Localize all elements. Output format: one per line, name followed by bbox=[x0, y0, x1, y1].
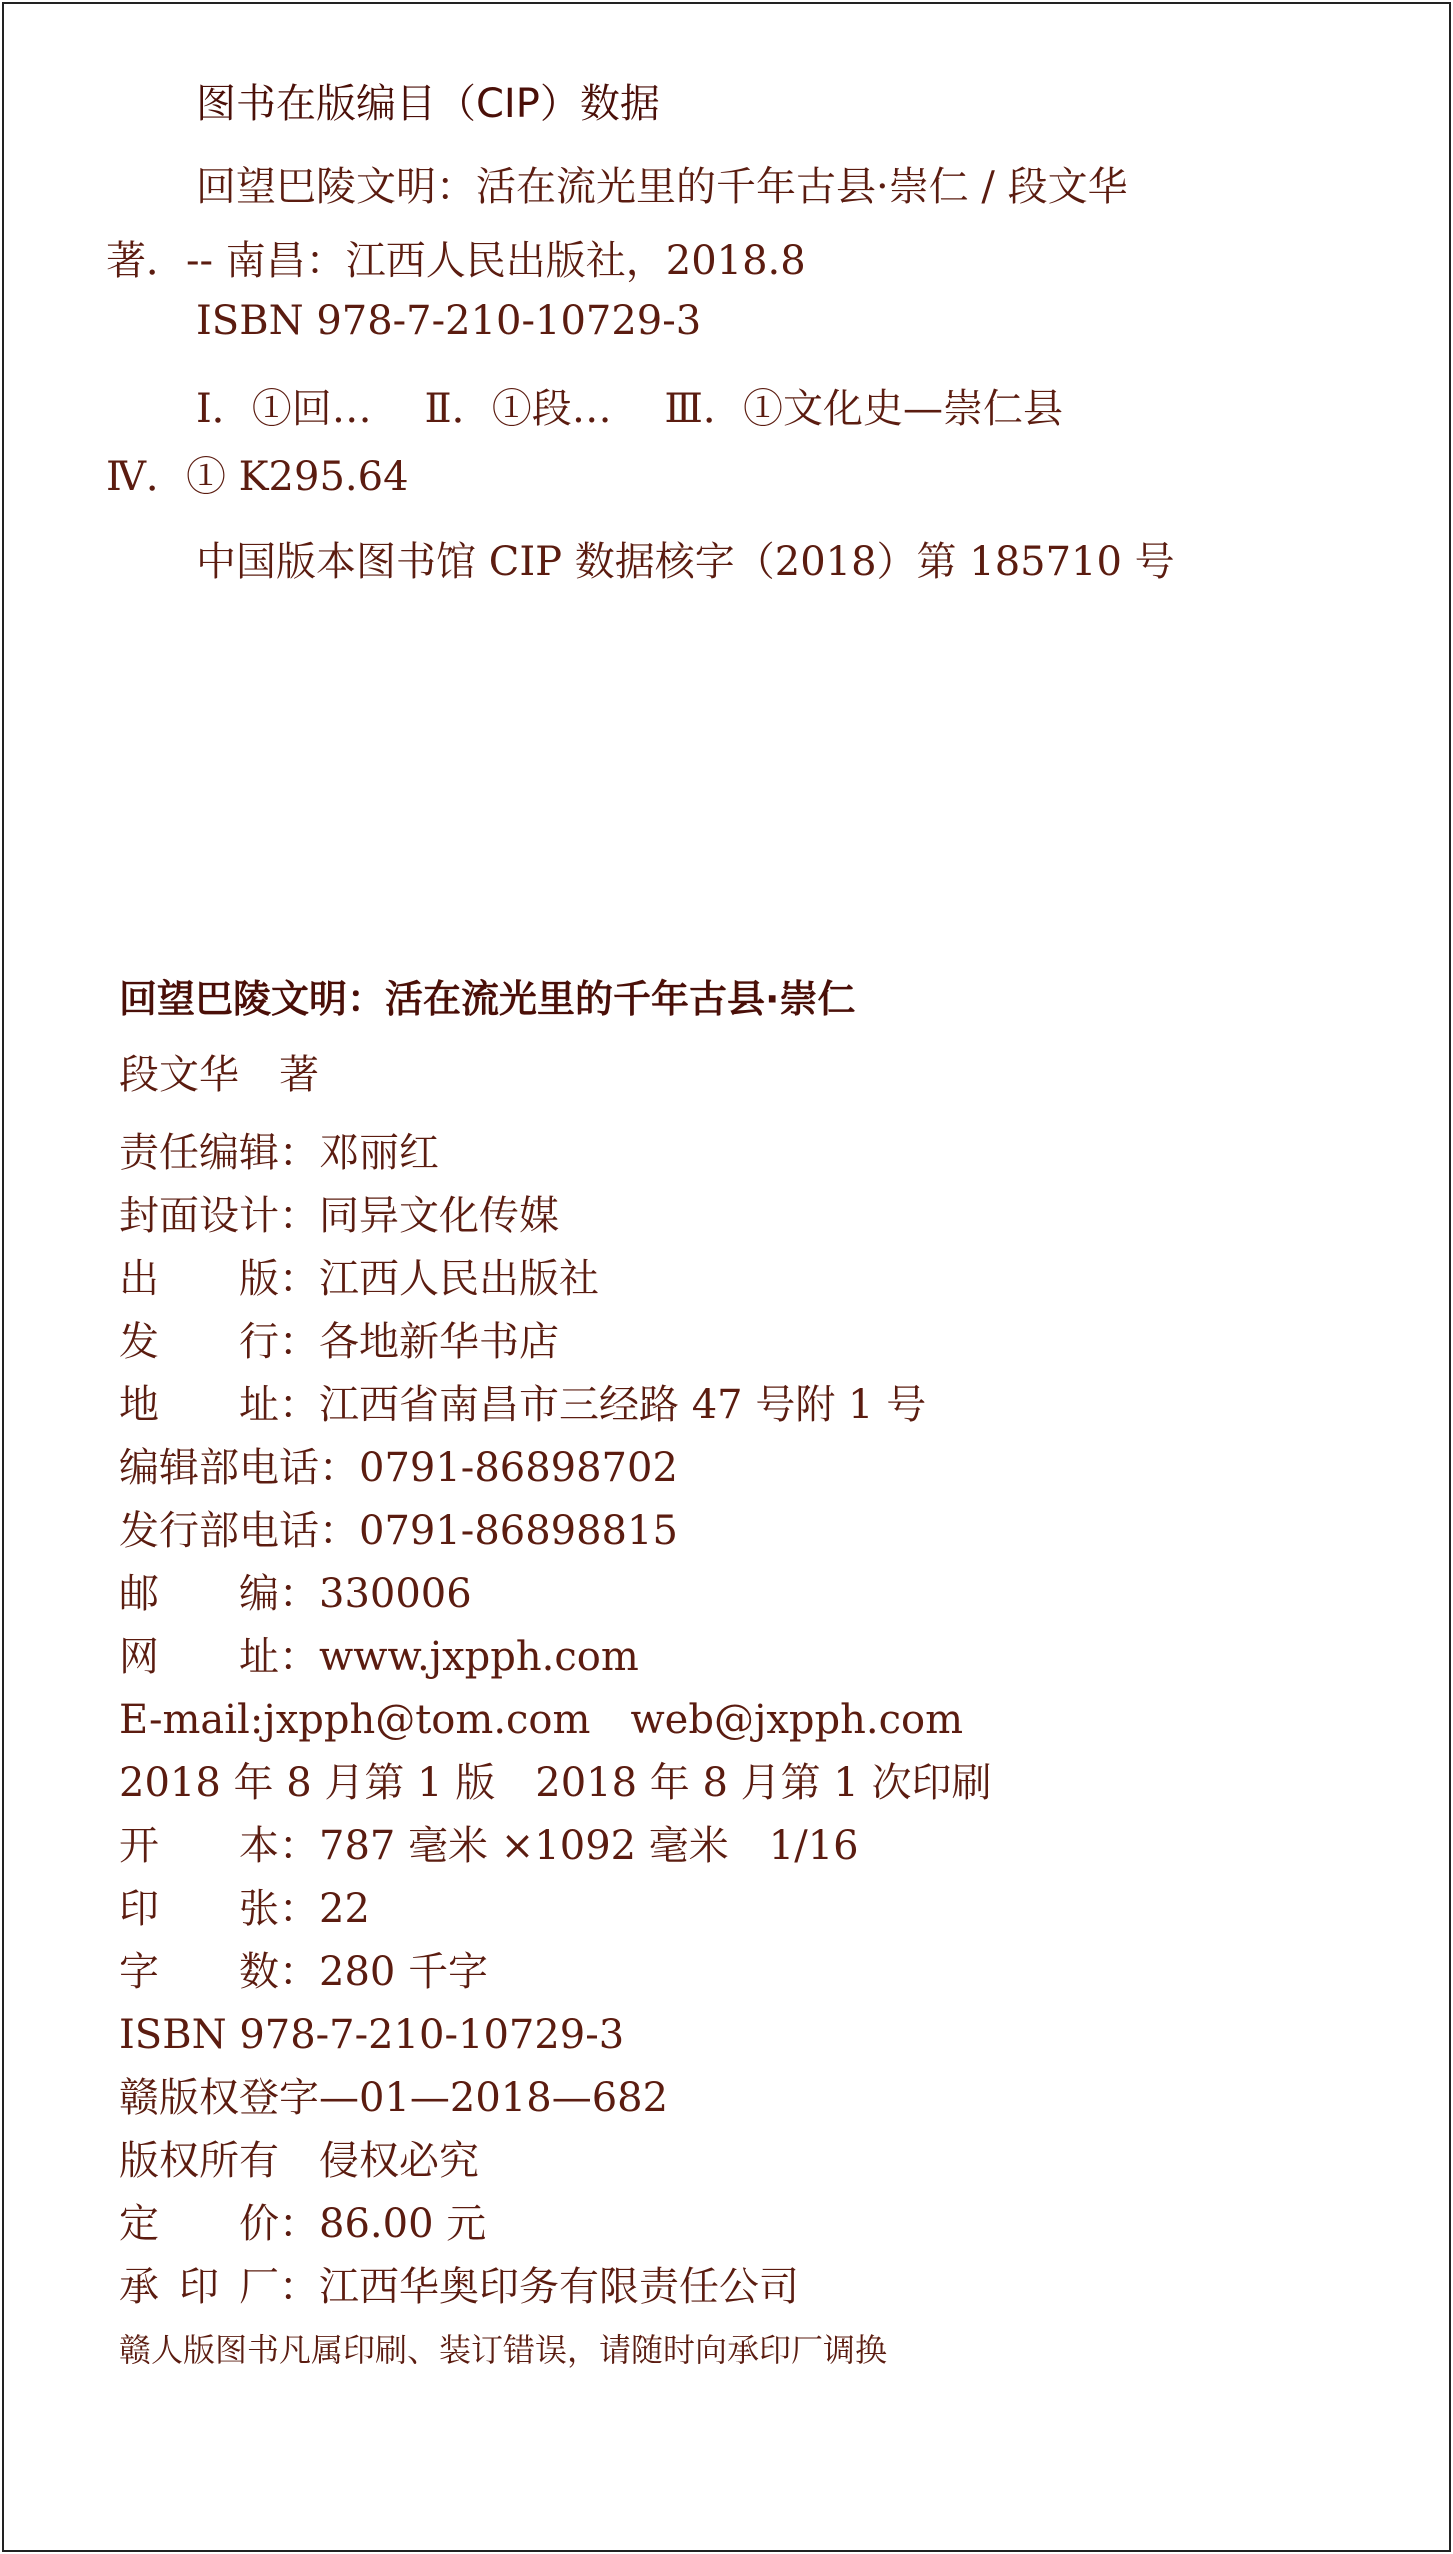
cip-record-number: 中国版本图书馆 CIP 数据核字（2018）第 185710 号 bbox=[196, 539, 1175, 585]
cip-isbn: ISBN 978-7-210-10729-3 bbox=[196, 298, 702, 344]
field-value: 86.00 元 bbox=[319, 2201, 487, 2247]
field-value: 280 千字 bbox=[319, 1949, 489, 1995]
field-label: 封面设计 bbox=[119, 1193, 279, 1239]
field-value: 330006 bbox=[319, 1571, 472, 1617]
copyright-registration: 赣版权登字—01—2018—682 bbox=[119, 2075, 669, 2121]
colophon-field bbox=[119, 1633, 639, 1681]
colophon-field bbox=[119, 1255, 599, 1303]
field-label: 字数 bbox=[119, 1949, 279, 1995]
field-colon: ： bbox=[319, 1508, 359, 1554]
field-colon: ： bbox=[279, 1382, 319, 1428]
field-label: 定价 bbox=[119, 2201, 279, 2247]
colophon-field bbox=[119, 1822, 859, 1870]
field-label: 邮编 bbox=[119, 1571, 279, 1617]
colophon-field bbox=[119, 1318, 559, 1366]
colophon-field bbox=[119, 1507, 678, 1555]
field-value: 江西华奥印务有限责任公司 bbox=[319, 2264, 799, 2310]
field-colon: ： bbox=[319, 1445, 359, 1491]
colophon-field bbox=[119, 1192, 559, 1240]
field-label: 出版 bbox=[119, 1256, 279, 1302]
field-colon: ： bbox=[279, 1634, 319, 1680]
cip-classification-2: Ⅳ．① K295.64 bbox=[106, 454, 409, 500]
field-value: 江西省南昌市三经路 47 号附 1 号 bbox=[319, 1382, 927, 1428]
cip-line-2: 著．-- 南昌：江西人民出版社，2018.8 bbox=[106, 238, 806, 284]
colophon-field bbox=[119, 1444, 678, 1492]
field-label: 责任编辑 bbox=[119, 1130, 279, 1176]
field-colon: ： bbox=[279, 2201, 319, 2247]
cip-classification-1: Ⅰ．①回… Ⅱ．①段… Ⅲ．①文化史—崇仁县 bbox=[196, 386, 1063, 432]
field-label: 发行部电话 bbox=[119, 1508, 319, 1554]
notice-line: 赣人版图书凡属印刷、装订错误，请随时向承印厂调换 bbox=[119, 2331, 888, 2369]
field-value: 江西人民出版社 bbox=[319, 1256, 599, 1302]
field-label: 承印厂 bbox=[119, 2264, 279, 2310]
isbn-line: ISBN 978-7-210-10729-3 bbox=[119, 2012, 625, 2058]
colophon-field bbox=[119, 1570, 472, 1618]
book-author: 段文华 著 bbox=[119, 1052, 319, 1098]
colophon-field bbox=[119, 1948, 488, 1996]
edition-line: 2018 年 8 月第 1 版 2018 年 8 月第 1 次印刷 bbox=[119, 1760, 992, 1806]
field-value: 同异文化传媒 bbox=[319, 1193, 559, 1239]
price-line bbox=[119, 2200, 486, 2248]
field-colon: ： bbox=[279, 1193, 319, 1239]
field-value: 邓丽红 bbox=[319, 1130, 439, 1176]
field-value: 22 bbox=[319, 1886, 370, 1932]
field-colon: ： bbox=[279, 1571, 319, 1617]
field-label: 发行 bbox=[119, 1319, 279, 1365]
field-label: 网址 bbox=[119, 1634, 279, 1680]
colophon-field bbox=[119, 1885, 370, 1933]
field-value: 0791-86898702 bbox=[359, 1445, 678, 1491]
field-colon: ： bbox=[279, 1319, 319, 1365]
email-line: E-mail:jxpph@tom.com web@jxpph.com bbox=[119, 1697, 964, 1743]
printer-line bbox=[119, 2263, 799, 2311]
field-value: www.jxpph.com bbox=[319, 1634, 639, 1680]
field-value: 787 毫米 ×1092 毫米 1/16 bbox=[319, 1823, 859, 1869]
colophon-field bbox=[119, 1381, 926, 1429]
field-colon: ： bbox=[279, 2264, 319, 2310]
rights-line: 版权所有 侵权必究 bbox=[119, 2138, 479, 2184]
field-label: 地址 bbox=[119, 1382, 279, 1428]
field-colon: ： bbox=[279, 1823, 319, 1869]
field-label: 编辑部电话 bbox=[119, 1445, 319, 1491]
field-colon: ： bbox=[279, 1949, 319, 1995]
cip-line-1: 回望巴陵文明：活在流光里的千年古县·崇仁 / 段文华 bbox=[196, 164, 1128, 210]
field-value: 各地新华书店 bbox=[319, 1319, 559, 1365]
cip-heading: 图书在版编目（CIP）数据 bbox=[196, 81, 660, 127]
field-label: 开本 bbox=[119, 1823, 279, 1869]
field-value: 0791-86898815 bbox=[359, 1508, 678, 1554]
colophon-field bbox=[119, 1129, 439, 1177]
book-title: 回望巴陵文明：活在流光里的千年古县·崇仁 bbox=[119, 977, 856, 1021]
field-colon: ： bbox=[279, 1886, 319, 1932]
field-label: 印张 bbox=[119, 1886, 279, 1932]
field-colon: ： bbox=[279, 1256, 319, 1302]
field-colon: ： bbox=[279, 1130, 319, 1176]
